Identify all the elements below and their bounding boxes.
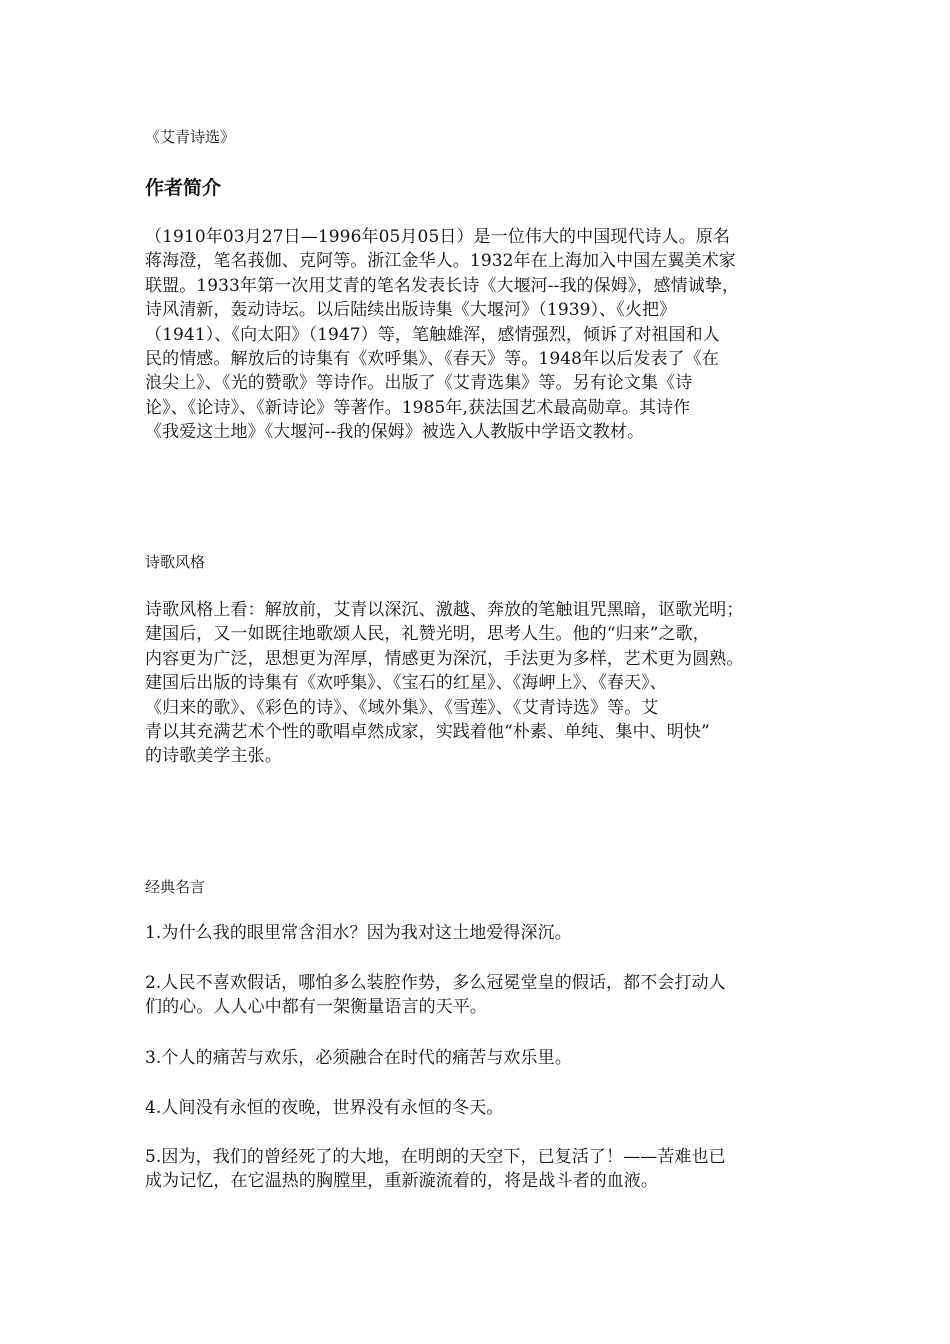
quote-line: 1.为什么我的眼里常含泪水？因为我对这土地爱得深沉。 bbox=[145, 923, 572, 943]
quote-line: 4.人间没有永恒的夜晚，世界没有永恒的冬天。 bbox=[145, 1098, 504, 1118]
quote-line: 2.人民不喜欢假话，哪怕多么装腔作势，多么冠冕堂皇的假话，都不会打动人 bbox=[145, 973, 726, 993]
quote-item bbox=[145, 971, 815, 1020]
book-title: 《艾青诗选》 bbox=[145, 128, 236, 146]
quote-item bbox=[145, 1096, 815, 1120]
style-line: 《归来的歌》、《彩色的诗》、《域外集》、《雪莲》、《艾青诗选》等。艾 bbox=[145, 697, 659, 718]
style-line: 建国后，又一如既往地歌颂人民，礼赞光明，思考人生。他的“归来”之歌， bbox=[145, 624, 710, 645]
quote-line: 3.个人的痛苦与欢乐，必须融合在时代的痛苦与欢乐里。 bbox=[145, 1048, 572, 1068]
bio-line: 诗风清新，轰动诗坛。以后陆续出版诗集《大堰河》（1939）、《火把》 bbox=[145, 300, 677, 321]
style-line: 青以其充满艺术个性的歌唱卓然成家，实践着他“朴素、单纯、集中、明快” bbox=[145, 722, 710, 743]
style-line: 内容更为广泛，思想更为浑厚，情感更为深沉，手法更为多样，艺术更为圆熟。 bbox=[145, 648, 744, 669]
bio-line: 蒋海澄，笔名莪伽、克阿等。浙江金华人。1932年在上海加入中国左翼美术家 bbox=[145, 251, 736, 272]
bio-line: 浪尖上》、《光的赞歌》等诗作。出版了《艾青选集》等。另有论文集《诗 bbox=[145, 373, 693, 394]
bio-line: （1941）、《向太阳》（1947）等，笔触雄浑，感情强烈，倾诉了对祖国和人 bbox=[145, 324, 720, 345]
quote-line: 5.因为，我们的曾经死了的大地，在明朗的天空下，已复活了！——苦难也已 bbox=[145, 1147, 726, 1167]
quote-item bbox=[145, 1145, 815, 1194]
author-bio-paragraph bbox=[145, 225, 815, 445]
bio-line: 联盟。1933年第一次用艾青的笔名发表长诗《大堰河--我的保姆》，感情诚挚， bbox=[145, 275, 740, 296]
style-line: 的诗歌美学主张。 bbox=[145, 746, 282, 767]
quote-item bbox=[145, 921, 815, 945]
style-line: 建国后出版的诗集有《欢呼集》、《宝石的红星》、《海岬上》、《春天》、 bbox=[145, 673, 667, 694]
author-section-heading: 作者简介 bbox=[145, 177, 222, 199]
bio-line: 《我爱这土地》《大堰河--我的保姆》被选入人教版中学语文教材。 bbox=[145, 422, 645, 443]
style-line: 诗歌风格上看：解放前，艾青以深沉、激越、奔放的笔触诅咒黑暗，讴歌光明； bbox=[145, 600, 744, 620]
quote-line: 们的心。人人心中都有一架衡量语言的天平。 bbox=[145, 997, 487, 1018]
style-paragraph bbox=[145, 598, 815, 769]
bio-line: （1910年03月27日—1996年05月05日）是一位伟大的中国现代诗人。原名 bbox=[145, 227, 731, 247]
quote-item bbox=[145, 1046, 815, 1070]
style-section-heading: 诗歌风格 bbox=[145, 553, 206, 571]
bio-line: 民的情感。解放后的诗集有《欢呼集》、《春天》等。1948年以后发表了《在 bbox=[145, 349, 719, 370]
bio-line: 论》、《论诗》、《新诗论》等著作。1985年,获法国艺术最高勋章。其诗作 bbox=[145, 397, 691, 418]
quote-line: 成为记忆，在它温热的胸膛里，重新漩流着的，将是战斗者的血液。 bbox=[145, 1171, 658, 1192]
quotes-section-heading: 经典名言 bbox=[145, 878, 206, 896]
